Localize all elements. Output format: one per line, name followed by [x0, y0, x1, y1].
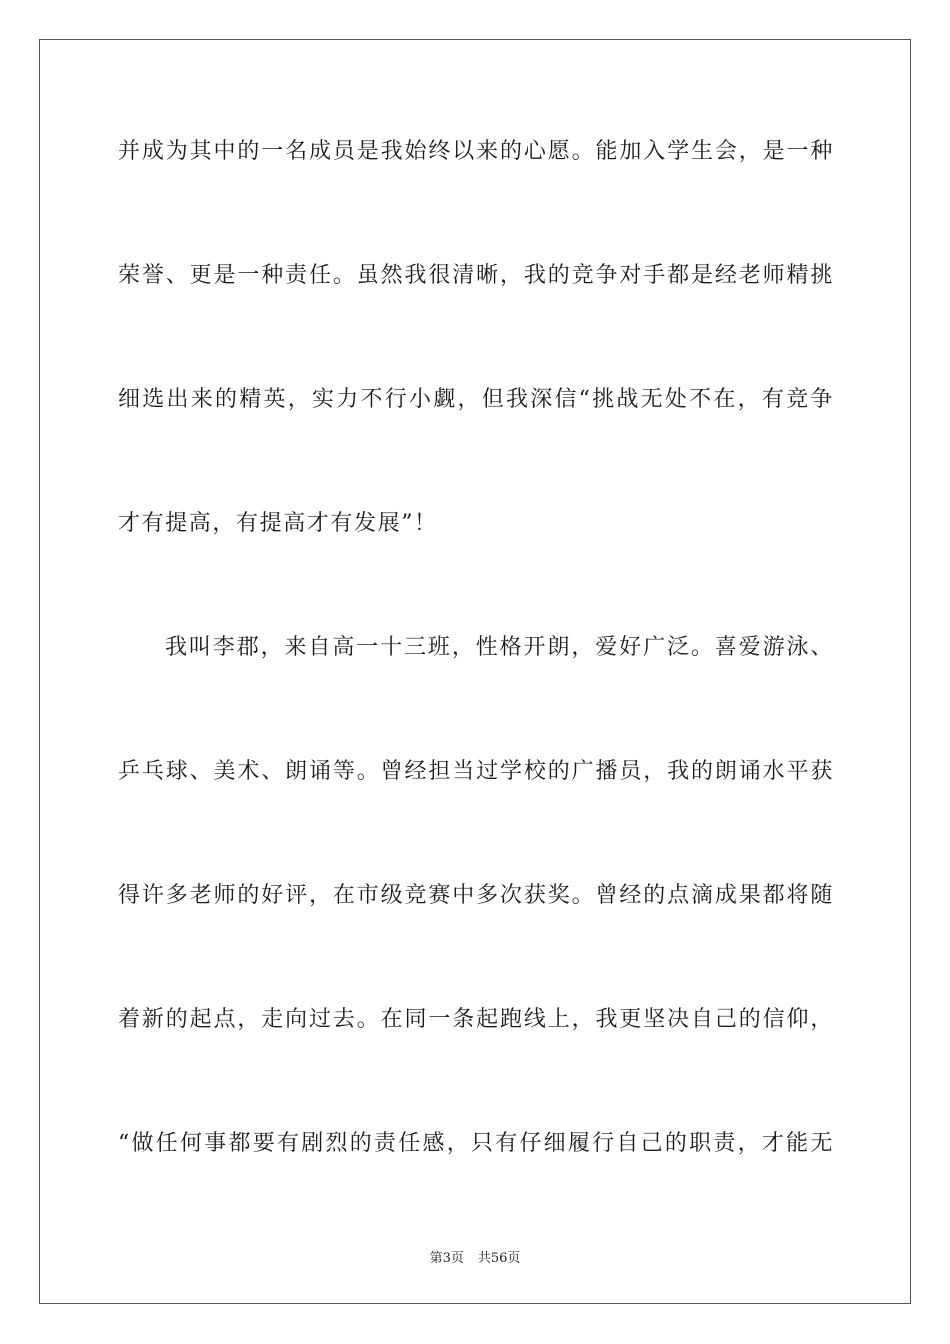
- text-line: 并成为其中的一名成员是我始终以来的心愿。能加入学生会，是一种: [118, 139, 834, 164]
- text-line: 乒乓球、美术、朗诵等。曾经担当过学校的广播员，我的朗诵水平获: [118, 759, 834, 784]
- text-line: 细选出来的精英，实力不行小觑，但我深信“挑战无处不在，有竞争: [118, 387, 834, 412]
- text-line: 得许多老师的好评，在市级竞赛中多次获奖。曾经的点滴成果都将随: [118, 883, 834, 908]
- text-line: “做任何事都要有剧烈的责任感，只有仔细履行自己的职责，才能无: [118, 1131, 834, 1156]
- paragraph-start-line: 我叫李郡，来自高一十三班，性格开朗，爱好广泛。喜爱游泳、: [165, 635, 834, 660]
- text-line: 荣誉、更是一种责任。虽然我很清晰，我的竞争对手都是经老师精挑: [118, 263, 834, 288]
- text-line: 着新的起点，走向过去。在同一条起跑线上，我更坚决自己的信仰，: [118, 1007, 834, 1032]
- text-line: 才有提高，有提高才有发展”！: [118, 511, 438, 536]
- document-body: [118, 120, 834, 1236]
- page-footer: [0, 1247, 950, 1266]
- page-total: 共56页: [477, 1251, 521, 1266]
- page-number: 第3页: [429, 1251, 464, 1266]
